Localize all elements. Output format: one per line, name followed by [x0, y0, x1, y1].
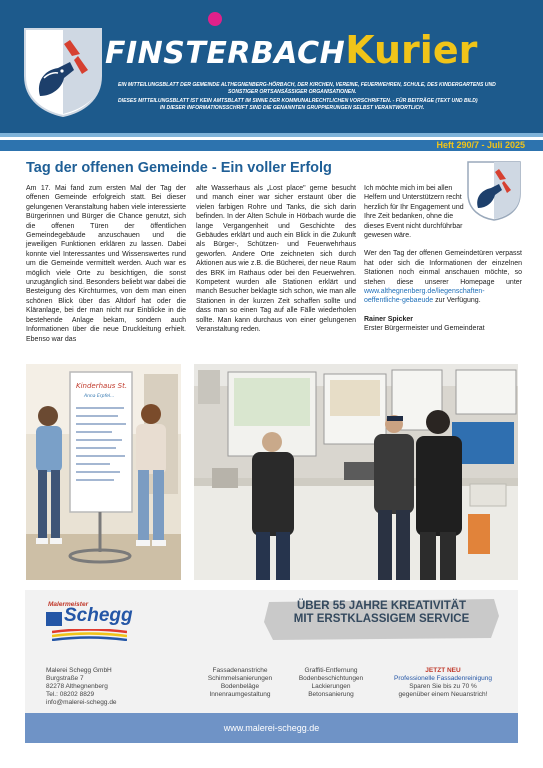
masthead-subtitle-line: DIESES MITTEILUNGSBLATT IST KEIN AMTSBLATT IM SINNE DER KOMMUNALRECHTLICHEN VORSCHRIFTEN. - FÜR BEITRÄGE (TEXT UND BILD)	[118, 98, 478, 104]
info-text: Wer den Tag der offenen Gemeindetüren verpasst hat oder sich die Informationen der einzelnen Stationen noch einmal anschauen möchte, so stehen diese unserer Homepage unter	[364, 250, 522, 286]
flipchart-subheading: Anna Erpfel...	[84, 394, 115, 399]
homepage-link[interactable]: www.althegnenberg.de/liegenschaften-oeffentliche-gebaeude	[364, 288, 485, 305]
new-line-1: Sparen Sie bis zu 70 %	[409, 683, 477, 691]
ad-services-1	[196, 667, 284, 699]
divider	[0, 133, 543, 137]
ad-logo-name: Schegg	[64, 605, 133, 626]
service-item: Schimmelsanierungen	[207, 675, 273, 683]
ad-slogan	[263, 600, 500, 626]
new-label: JETZT NEU	[425, 667, 461, 674]
ad-new-offer	[386, 667, 500, 699]
service-item: Bodenbeschichtungen	[298, 675, 364, 683]
slogan-line-1: ÜBER 55 JAHRE KREATIVITÄT	[296, 600, 467, 612]
logo-stripes-icon	[52, 629, 127, 641]
signature-title: Erster Bürgermeister und Gemeinderat	[364, 325, 485, 333]
photo-flipchart	[26, 364, 181, 580]
masthead-subtitle-line: IN DIESER INFORMATIONSSCHRIFT SIND DIE GENANNTEN GRUPPIERUNGEN SELBST VERANTWORTLICH.	[160, 105, 425, 111]
info-paragraph	[364, 249, 522, 305]
ad-contact	[46, 667, 117, 707]
article-paragraph: alte Wasserhaus als „Lost place" gerne besucht und manch einer war sicher erstaunt über die vielen farbigen Rohre und Tanks, die sich darin befinden. In der Alten Schule in Hörbach wurde die lange Vergangenheit und Geschichte des Gebäudes erklärt und auch ein Blick in die Zukunft als Bürger-, Schützen- und Feuerwehrhaus geworfen. Andere Orte zeichneten sich durch Aktionen aus wie z.B. die Bücherei, der neue Raum des BRK im Rathaus oder bei den Feuerwehren. Kompetent wurden alle Stationen erklärt und manch Besucher beklagte sich schon, wie man alle Stationen in der kurzen Zeit schaffen sollte und dass man so einen Tag auf alle Fälle wiederholen sollte. Man kann durchaus von einer gelungenen Veranstaltung reden.	[196, 185, 356, 334]
title-part1: FINSTERBACH	[105, 36, 346, 71]
new-line-2: gegenüber einem Neuanstrich!	[398, 691, 488, 699]
masthead-subtitle-line: EIN MITTEILUNGSBLATT DER GEMEINDE ALTHEGNENBERG-HÖRBACH, DER KIRCHEN, VEREINE, FEUERWEHREN, SCHULE, DES KINDERGARTENS UND	[118, 82, 496, 88]
contact-company: Malerei Schegg GmbH	[46, 667, 112, 674]
issue-number: Heft 290/7 - Juli 2025	[436, 140, 525, 150]
service-item: Lackierungen	[311, 683, 351, 691]
signature-name: Rainer Spicker	[364, 315, 414, 323]
service-item: Fassadenanstriche	[212, 667, 268, 674]
contact-city: 82278 Althegnenberg	[46, 683, 108, 691]
ad-website-link[interactable]: www.malerei-schegg.de	[223, 723, 320, 733]
article-headline: Tag der offenen Gemeinde - Ein voller Erfolg	[26, 160, 332, 176]
contact-street: Burgstraße 7	[46, 675, 84, 683]
ad-logo-tag: Malermeister	[48, 601, 89, 608]
ad-services-2	[288, 667, 374, 699]
masthead-title	[105, 28, 477, 72]
contact-phone: Tel.: 08202 8829	[46, 691, 95, 699]
accent-dot	[208, 12, 222, 26]
info-end: zur Verfügung.	[435, 297, 481, 305]
article-column-1	[26, 184, 186, 344]
small-crest-icon	[466, 160, 522, 222]
logo-emblem-icon	[46, 612, 62, 626]
masthead-subtitle-line: SONSTIGER ORTSANSÄSSIGER ORGANISATIONEN.	[228, 89, 357, 95]
service-item: Betonsanierung	[308, 691, 354, 699]
service-item: Bodenbeläge	[220, 683, 260, 691]
title-part2: Kurier	[345, 28, 478, 72]
flipchart-heading: Kinderhaus St.	[76, 382, 128, 390]
article-column-2	[196, 184, 356, 335]
service-item: Innenraumgestaltung	[209, 691, 271, 699]
new-title: Professionelle Fassadenreinigung	[394, 675, 492, 683]
article-paragraph: Am 17. Mai fand zum ersten Mal der Tag der offenen Gemeinde erfolgreich statt. Bei dieser gelungenen Veranstaltung haben viele interessierte Bürgerinnen und Bürger die Chance genutzt, sich die offenen Türen der öffentlichen Gemeindegebäude anzuschauen und die jeweiligen Funktionen erklären zu lassen. Dabei konnte viel Interessantes und Wissenswertes rund um die Gemeinde vermittelt werden. Auch war es möglich viele Orte zu besichtigen, die sonst unzugänglich sind. Besonders beliebt war dabei die Besteigung des Kirchturmes, von dem man einen schönen Blick über das Altdorf hat oder die Kläranlage, bei der man nicht nur Einblicke in die bestehende Anlage bekam, sondern auch Informationen über die neue Druckleitung erhielt. Ebenso war das	[26, 185, 186, 343]
municipal-crest-icon	[22, 26, 104, 118]
photo-control-room	[194, 364, 518, 580]
slogan-line-2: MIT ERSTKLASSIGEM SERVICE	[293, 613, 470, 625]
thanks-paragraph: Ich möchte mich im bei allen Helfern und Unterstützern recht herzlich für Ihr Engagement und Ihre Zeit bedanken, ohne die dieses Event nicht durchführbar gewesen wäre.	[364, 185, 464, 240]
contact-email[interactable]: info@malerei-schegg.de	[46, 699, 117, 707]
service-item: Graffiti-Entfernung	[304, 667, 358, 674]
